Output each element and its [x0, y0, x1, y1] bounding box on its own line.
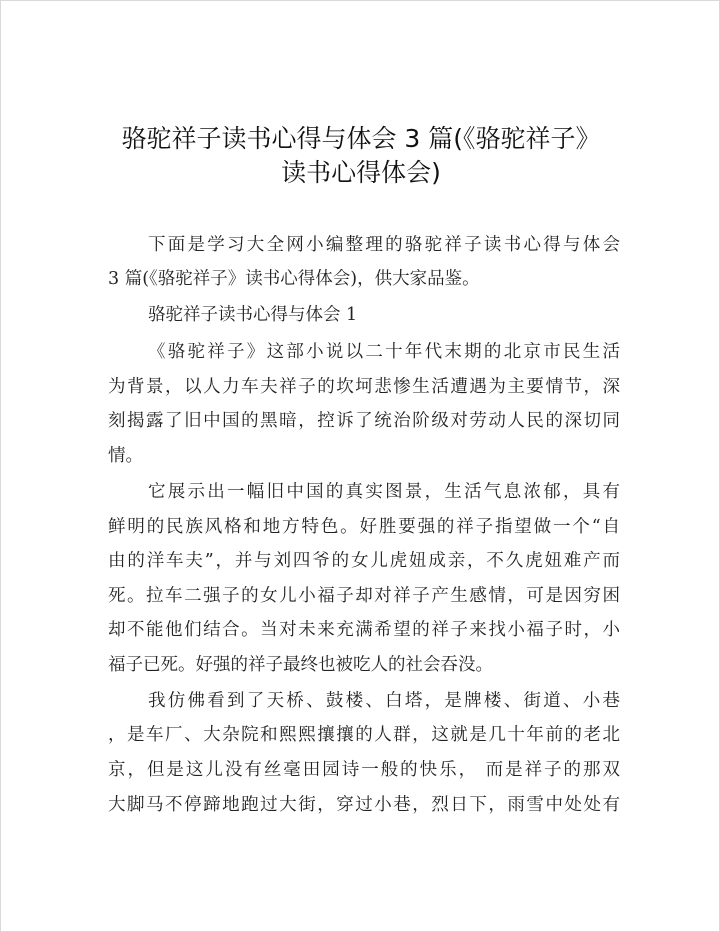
- paragraph-line: 情。: [108, 446, 143, 466]
- paragraph-line: ，是车厂、大杂院和熙熙攘攘的人群，这就是几十年前的老北: [108, 725, 620, 745]
- intro-line: 下面是学习大全网小编整理的骆驼祥子读书心得与体会: [148, 235, 620, 255]
- paragraph-line: 《骆驼祥子》这部小说以二十年代末期的北京市民生活: [148, 342, 620, 362]
- paragraph-line: 京，但是这儿没有丝毫田园诗一般的快乐， 而是祥子的那双: [108, 760, 620, 780]
- paragraph-line: 它展示出一幅旧中国的真实图景，生活气息浓郁，具有: [148, 482, 620, 502]
- paragraph-line: 由的洋车夫”，并与刘四爷的女儿虎妞成亲，不久虎妞难产而: [108, 551, 620, 571]
- paragraph-line: 却不能他们结合。当对未来充满希望的祥子来找小福子时，小: [108, 620, 620, 640]
- paragraph-line: 大脚马不停蹄地跑过大街，穿过小巷，烈日下，雨雪中处处有: [108, 795, 620, 815]
- intro-line: 3 篇(《骆驼祥子》读书心得体会)，供大家品鉴。: [108, 269, 480, 289]
- paragraph-line: 为背景，以人力车夫祥子的坎坷悲惨生活遭遇为主要情节，深: [108, 377, 620, 397]
- section-heading: 骆驼祥子读书心得与体会 1: [148, 305, 358, 325]
- paragraph-line: 刻揭露了旧中国的黑暗，控诉了统治阶级对劳动人民的深切同: [108, 411, 620, 431]
- paragraph-line: 鲜明的民族风格和地方特色。好胜要强的祥子指望做一个“自: [108, 517, 620, 537]
- paragraph-line: 福子已死。好强的祥子最终也被吃人的社会吞没。: [108, 655, 493, 675]
- paragraph-line: 死。拉车二强子的女儿小福子却对祥子产生感情，可是因穷困: [108, 586, 620, 606]
- document-title-line-2: 读书心得体会): [281, 158, 441, 187]
- paragraph-line: 我仿佛看到了天桥、鼓楼、白塔，是牌楼、街道、小巷: [148, 691, 620, 711]
- document-title-line-1: 骆驼祥子读书心得与体会 3 篇(《骆驼祥子》: [121, 124, 601, 153]
